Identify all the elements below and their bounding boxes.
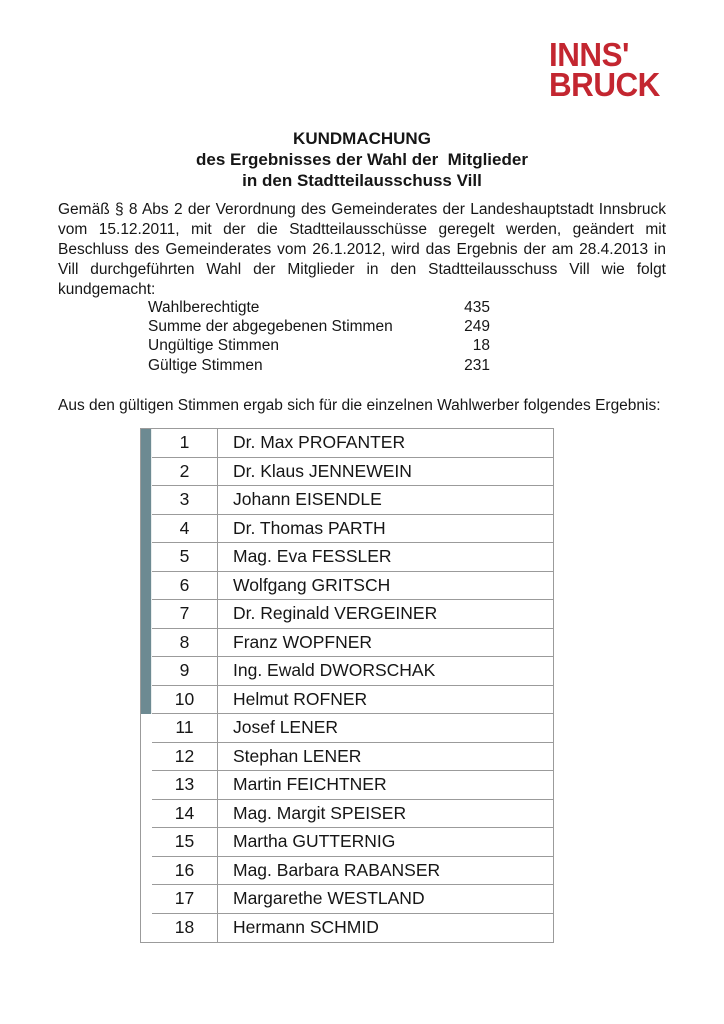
elected-marker-bar (141, 572, 152, 601)
rank-cell: 8 (152, 629, 218, 658)
stat-row (148, 298, 490, 317)
logo-text-line1: INNS' (549, 36, 629, 73)
rank-cell: 3 (152, 486, 218, 515)
candidate-name-cell: Mag. Eva FESSLER (218, 543, 553, 572)
stat-label: Gültige Stimmen (148, 356, 263, 374)
rank-cell: 2 (152, 458, 218, 487)
vote-statistics (148, 298, 490, 375)
title-line-1: KUNDMACHUNG (293, 129, 431, 148)
rank-cell: 12 (152, 743, 218, 772)
table-row (141, 572, 553, 601)
innsbruck-logo (549, 36, 660, 103)
candidate-name-cell: Dr. Klaus JENNEWEIN (218, 458, 553, 487)
logo-text-line2: BRUCK (549, 66, 660, 103)
elected-marker-bar (141, 600, 152, 629)
candidate-name-cell: Mag. Barbara RABANSER (218, 857, 553, 886)
stat-row (148, 317, 490, 336)
candidate-name-cell: Wolfgang GRITSCH (218, 572, 553, 601)
candidate-name-cell: Helmut ROFNER (218, 686, 553, 715)
table-row (141, 629, 553, 658)
elected-marker-bar (141, 686, 152, 715)
rank-cell: 5 (152, 543, 218, 572)
elected-marker-bar (141, 543, 152, 572)
candidate-name-cell: Ing. Ewald DWORSCHAK (218, 657, 553, 686)
page-title (0, 128, 724, 191)
candidate-name-cell: Hermann SCHMID (233, 917, 379, 938)
table-row (141, 771, 553, 800)
elected-marker-bar (141, 486, 152, 515)
stat-label: Ungültige Stimmen (148, 337, 279, 355)
table-row (141, 714, 553, 743)
candidate-name-cell: Dr. Reginald VERGEINER (218, 600, 553, 629)
candidate-name-cell: Martha GUTTERNIG (218, 828, 553, 857)
elected-marker-bar (141, 429, 152, 458)
rank-cell: 1 (152, 429, 218, 458)
stat-label: Summe der abgegebenen Stimmen (148, 318, 393, 336)
table-row (141, 800, 553, 829)
candidate-name-cell: Martin FEICHTNER (218, 771, 553, 800)
title-line-2: des Ergebnisses der Wahl der Mitglieder (196, 150, 528, 169)
table-row (141, 857, 553, 886)
table-row (141, 458, 553, 487)
table-row (141, 600, 553, 629)
intro-paragraph: Gemäß § 8 Abs 2 der Verordnung des Gemeinderates der Landeshauptstadt Innsbruck vom 15.12.2011, mit der die Stadtteilausschüsse geregelt werden, geändert mit Beschluss des Gemeinderates vom 26.1.2012, wird das Ergebnis der am 28.4.2013 in Vill durchgeführten Wahl der Mitglieder in den Stadtteilausschuss Vill wie folgt kundgemacht: (58, 201, 666, 298)
table-row (141, 914, 553, 943)
table-row (141, 885, 553, 914)
stat-value: 18 (472, 337, 490, 355)
elected-marker-bar (141, 828, 152, 857)
elected-marker-bar (141, 657, 152, 686)
elected-marker-bar (141, 629, 152, 658)
table-row (141, 515, 553, 544)
stat-value: 231 (464, 356, 490, 374)
candidate-name-cell: Mag. Margit SPEISER (218, 800, 553, 829)
candidate-name-cell: Johann EISENDLE (218, 486, 553, 515)
stat-value: 435 (464, 299, 490, 316)
table-row (141, 743, 553, 772)
stat-value: 249 (464, 318, 490, 336)
candidate-name-cell: Dr. Thomas PARTH (218, 515, 553, 544)
rank-cell: 18 (152, 914, 218, 943)
rank-cell: 15 (152, 828, 218, 857)
candidate-name-cell: Stephan LENER (218, 743, 553, 772)
stat-row (148, 336, 490, 355)
candidate-name-cell: Dr. Max PROFANTER (218, 429, 553, 458)
rank-cell: 7 (152, 600, 218, 629)
rank-cell: 6 (152, 572, 218, 601)
table-row (141, 429, 553, 458)
elected-marker-bar (141, 515, 152, 544)
rank-cell: 4 (152, 515, 218, 544)
table-row (141, 486, 553, 515)
elected-marker-bar (141, 743, 152, 772)
rank-cell: 10 (152, 686, 218, 715)
elected-marker-bar (141, 458, 152, 487)
rank-cell: 16 (152, 857, 218, 886)
elected-marker-bar (141, 771, 152, 800)
candidate-name-cell: Margarethe WESTLAND (218, 885, 553, 914)
title-line-3: in den Stadtteilausschuss Vill (242, 171, 482, 190)
candidate-name-cell: Josef LENER (218, 714, 553, 743)
table-row (141, 543, 553, 572)
table-row (141, 828, 553, 857)
stat-label: Wahlberechtigte (148, 299, 260, 316)
rank-cell: 17 (152, 885, 218, 914)
table-row (141, 657, 553, 686)
rank-cell: 13 (152, 771, 218, 800)
stat-row (148, 356, 490, 375)
elected-marker-bar (141, 857, 152, 886)
elected-marker-bar (141, 714, 152, 743)
candidate-name-cell: Franz WOPFNER (218, 629, 553, 658)
results-table (140, 428, 554, 943)
elected-marker-bar (141, 885, 152, 914)
elected-marker-bar (141, 914, 152, 943)
table-row (141, 686, 553, 715)
elected-marker-bar (141, 800, 152, 829)
rank-cell: 11 (152, 714, 218, 743)
rank-cell: 14 (152, 800, 218, 829)
rank-cell: 9 (152, 657, 218, 686)
results-intro-sentence: Aus den gültigen Stimmen ergab sich für die einzelnen Wahlwerber folgendes Ergebnis: (58, 397, 661, 414)
